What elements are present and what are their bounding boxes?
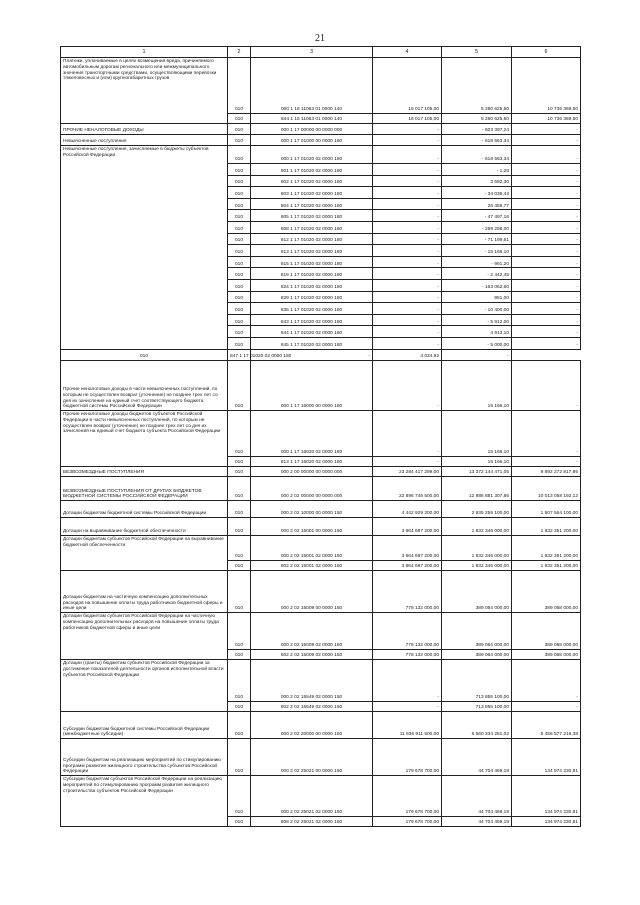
row-name: ПРОЧИЕ НЕНАЛОГОВЫЕ ДОХОДЫ [63,128,144,134]
table-row [61,124,581,135]
row-code: 010 [228,361,251,411]
row-name: Прочие неналоговые доходы в части невыясненных поступлений, по которым не осуществлен возврат (уточнение) не позднее трех лет со дня их зачисления на единый счет соответствующего бюджета бюджетной системы Российской Федерации [63,387,218,410]
row-name-cell [61,477,228,501]
row-code: 010 [228,739,251,776]
row-code: 010 [228,501,251,518]
previous-year-amount: 10 736 369,50 [512,114,581,124]
budget-classification-code: 000 2 02 15009 02 0000 150 [251,613,373,650]
budget-classification-code: 000 2 02 20000 00 0000 150 [251,712,373,739]
approved-amount: - [373,660,442,702]
previous-year-amount: - [512,291,581,303]
column-header: 1 [61,47,228,58]
table-row [61,501,581,518]
approved-amount: - [373,124,442,135]
executed-amount: - 299 298,00 [442,221,512,233]
approved-amount: 778 132 000,00 [373,650,442,660]
approved-amount: - [373,326,442,338]
executed-amount: - 5 000,00 [442,337,512,349]
approved-amount: 778 132 000,00 [373,571,442,613]
row-code: 010 [228,146,251,164]
approved-amount: - [373,268,442,280]
budget-classification-code: 000 1 17 16020 02 0000 180 [251,411,373,457]
previous-year-amount: - [512,337,581,349]
row-name: Прочие неналоговые доходы бюджетов субъектов Российской Федерации в части невыясненных поступлений, по которым не осуществлен возврат (уточнение) не позднее трех лет со дня их зачисления на единый счет бюджета субъекта Российской Федерации [63,412,221,435]
row-code: 010 [228,291,251,303]
executed-amount: 389 064 000,00 [442,571,512,613]
row-name: Невыясненные поступления [63,139,127,145]
previous-year-amount: - [512,175,581,187]
previous-year-amount: 10 013 058 192,12 [512,477,581,501]
approved-amount: 22 896 746 500,00 [373,477,442,501]
executed-amount: 15 166,10 [442,411,512,457]
budget-classification-code: 805 1 17 01020 02 0000 180 [251,210,373,222]
row-name-cell [61,739,228,776]
previous-year-amount: - [512,279,581,291]
approved-amount: 11 936 911 500,00 [373,712,442,739]
previous-year-amount: - [512,314,581,326]
column-header: 2 [228,47,251,58]
approved-amount: 16 017 105,00 [373,58,442,114]
approved-amount: 179 678 700,00 [373,739,442,776]
previous-year-amount: - [512,268,581,280]
row-name-cell [61,571,228,613]
row-code: 010 [228,124,251,135]
column-header: 4 [373,47,442,58]
budget-classification-code: 844 1 17 01020 02 0000 180 [251,326,373,338]
executed-amount: - 991,20 [442,256,512,268]
budget-classification-code: 804 1 17 01020 02 0000 180 [251,198,373,210]
row-code: 010 [228,314,251,326]
row-name-cell [61,536,228,571]
approved-amount: 23 284 417 299,00 [373,467,442,477]
row-code: 010 [228,702,251,712]
budget-classification-code: 000 2 02 15001 02 0000 150 [251,536,373,561]
executed-amount: 389 064 000,00 [442,613,512,650]
budget-classification-code: 000 1 17 00000 00 0000 000 [251,124,373,135]
approved-amount: - [373,146,442,164]
previous-year-amount: - [512,198,581,210]
executed-amount: 5 280 625,50 [442,114,512,124]
executed-amount: 6 560 334 281,02 [442,712,512,739]
executed-amount: 1 832 346 000,00 [442,518,512,536]
previous-year-amount: 389 068 000,00 [512,613,581,650]
previous-year-amount: - [512,660,581,702]
row-code: 010 [228,233,251,245]
previous-year-amount: - [512,245,581,257]
row-code: 010 [228,776,251,817]
previous-year-amount: - [442,349,512,361]
approved-amount: - [373,361,442,411]
table-row [61,613,581,650]
budget-classification-code: 819 1 17 01020 02 0000 180 [251,268,373,280]
row-code: 010 [228,613,251,650]
table-row [61,739,581,776]
column-header: 5 [442,47,512,58]
approved-amount: - [373,702,442,712]
previous-year-amount: - [512,303,581,315]
row-name-cell [61,712,228,739]
approved-amount: 778 132 000,00 [373,613,442,650]
table-row [61,712,581,739]
approved-amount: 179 678 700,00 [373,817,442,827]
row-code: 010 [228,571,251,613]
row-code: 010 [228,467,251,477]
previous-year-amount: 5 456 577 216,38 [512,712,581,739]
row-code: 010 [228,279,251,291]
row-code: 010 [228,210,251,222]
table-row [61,536,581,561]
approved-amount: - [373,210,442,222]
budget-classification-code: 808 2 02 25021 02 0000 150 [251,817,373,827]
row-name-cell [61,467,228,477]
previous-year-amount: 1 832 351 200,00 [512,536,581,561]
budget-classification-code: 802 2 02 15009 02 0000 150 [251,650,373,660]
budget-classification-code: 829 1 17 01020 02 0000 180 [251,291,373,303]
budget-classification-code: 000 1 16 11063 01 0000 140 [251,58,373,114]
previous-year-amount: 1 832 351 200,00 [512,518,581,536]
row-code: 010 [61,349,228,361]
table-row [61,135,581,146]
row-name-cell [61,361,228,411]
row-name-cell [61,613,228,660]
budget-classification-code: 000 2 00 00000 00 0000 000 [251,467,373,477]
approved-amount: - [373,457,442,467]
executed-amount: 13 372 144 471,05 [442,467,512,477]
budget-classification-code: 801 1 17 01020 02 0000 180 [251,164,373,176]
budget-classification-code: 835 1 17 01020 02 0000 180 [251,303,373,315]
budget-classification-code: 808 1 17 01020 02 0000 180 [251,221,373,233]
table-row [61,58,581,114]
previous-year-amount: - [512,221,581,233]
approved-amount: 3 664 697 200,00 [373,536,442,561]
approved-amount: 179 678 700,00 [373,776,442,817]
executed-amount: - 47 497,16 [442,210,512,222]
executed-amount: 4 034,92 [373,349,442,361]
budget-classification-code: 000 2 02 00000 00 0000 000 [251,477,373,501]
budget-classification-code: 000 2 02 15009 00 0000 150 [251,571,373,613]
executed-amount: - 163 062,60 [442,279,512,291]
executed-amount: - 15 166,10 [442,245,512,257]
approved-amount: - [373,337,442,349]
row-name: Дотации (гранты) бюджетам субъектов Российской Федерации за достижение показателей деятельности органов исполнительной власти субъектов Российской Федерации [63,661,224,678]
row-name: Дотации бюджетам субъектов Российской Федерации на выравнивание бюджетной обеспеченности [63,537,224,548]
row-name: Субсидии бюджетам бюджетной системы Российской Федерации (межбюджетные субсидии) [63,726,210,738]
approved-amount: - [251,349,373,361]
executed-amount: 44 704 469,19 [442,739,512,776]
previous-year-amount: 389 068 000,00 [512,571,581,613]
previous-year-amount: 10 736 369,50 [512,58,581,114]
executed-amount: 15 166,10 [442,361,512,411]
budget-classification-code: 845 1 17 01020 02 0000 180 [251,337,373,349]
row-name: Субсидии бюджетам на реализацию мероприятий по стимулированию программ развития жилищного строительства субъектов Российской Федерации [63,757,221,775]
row-name: Платежи, уплачиваемые в целях возмещения вреда, причиняемого автомобильным дорогам регионального или межмуниципального значения транспортными средствами, осуществляющими перевозки тяжеловесных и (или) крупногабаритных грузов [63,59,217,82]
executed-amount: - 1,28 [442,164,512,176]
approved-amount: - [373,245,442,257]
table-row [61,477,581,501]
executed-amount: 389 064 000,00 [442,650,512,660]
budget-classification-code: 802 2 02 15549 02 0000 150 [251,702,373,712]
executed-amount: 713 855 100,00 [442,660,512,702]
budget-classification-code: 812 1 17 01020 02 0000 180 [251,233,373,245]
row-code: 010 [228,477,251,501]
table-row [61,660,581,702]
row-name-cell [61,411,228,467]
previous-year-amount: - [512,326,581,338]
page-number: 21 [315,33,325,44]
executed-amount: 1 832 346 000,00 [442,561,512,571]
approved-amount: - [373,303,442,315]
row-code: 010 [228,268,251,280]
executed-amount: - 10 400,00 [442,303,512,315]
budget-classification-code: 000 1 17 01000 00 0000 180 [251,135,373,146]
executed-amount: 3 592,30 [442,175,512,187]
approved-amount: - [373,256,442,268]
row-name: Дотации бюджетам субъектов Российской Федерации на частичную компенсацию дополнительных расходов на повышение оплаты труда работников бюджетной сферы и иные цели [63,614,219,631]
column-header: 6 [512,47,581,58]
column-header: 3 [251,47,373,58]
budget-classification-code: 815 1 17 01020 02 0000 180 [251,256,373,268]
row-code: 010 [228,712,251,739]
previous-year-amount: 134 974 230,81 [512,817,581,827]
row-code: 010 [228,326,251,338]
previous-year-amount: - [512,457,581,467]
executed-amount: 26 458,77 [442,198,512,210]
previous-year-amount: 1 832 351 200,00 [512,561,581,571]
row-code: 010 [228,175,251,187]
executed-amount: - 71 199,61 [442,233,512,245]
row-name-cell [61,146,228,350]
executed-amount: 4 913,10 [442,326,512,338]
approved-amount: 16 017 105,00 [373,114,442,124]
row-code: 010 [228,817,251,827]
row-name: Субсидии бюджетам субъектов Российской Федерации на реализацию мероприятий по стимулированию программ развития жилищного строительства субъектов Российской Федерации [63,777,222,794]
row-name-cell [61,660,228,712]
previous-year-amount: - [512,702,581,712]
previous-year-amount: - [512,164,581,176]
row-code: 010 [228,660,251,702]
budget-classification-code: 000 2 02 25021 00 0000 150 [251,739,373,776]
approved-amount: 3 664 697 200,00 [373,561,442,571]
row-code: 010 [228,561,251,571]
executed-amount: 44 704 469,19 [442,776,512,817]
row-name-cell [61,501,228,518]
row-name-cell [61,124,228,135]
table-row [61,361,581,411]
previous-year-amount: - [512,135,581,146]
row-code: 010 [228,457,251,467]
previous-year-amount: 9 892 272 817,95 [512,467,581,477]
row-name: БЕЗВОЗМЕЗДНЫЕ ПОСТУПЛЕНИЯ ОТ ДРУГИХ БЮДЖЕТОВ БЮДЖЕТНОЙ СИСТЕМЫ РОССИЙСКОЙ ФЕДЕРАЦИИ [63,488,202,500]
table-row [61,467,581,477]
budget-classification-code: 813 1 17 16020 02 0000 180 [251,457,373,467]
budget-classification-code: 847 1 17 01020 02 0000 180 [228,349,251,361]
approved-amount: 3 664 697 200,00 [373,518,442,536]
table-row [61,518,581,536]
executed-amount: - 618 563,34 [442,135,512,146]
executed-amount: 951,00 [442,291,512,303]
table-row [61,349,581,361]
previous-year-amount: - [512,124,581,135]
row-code: 010 [228,187,251,199]
executed-amount: - 34 035,43 [442,187,512,199]
budget-classification-code: 000 2 02 25021 02 0000 150 [251,776,373,817]
approved-amount: - [373,411,442,457]
executed-amount: 713 855 100,00 [442,702,512,712]
row-name: Дотации бюджетам бюджетной системы Российской Федерации [63,511,207,517]
approved-amount: 4 442 929 200,00 [373,501,442,518]
row-code: 010 [228,303,251,315]
row-code: 010 [228,411,251,457]
previous-year-amount: - [512,210,581,222]
row-code: 010 [228,518,251,536]
executed-amount: 5 280 625,50 [442,58,512,114]
budget-classification-code: 803 1 17 01020 02 0000 180 [251,187,373,199]
table-row [61,571,581,613]
executed-amount: 44 704 469,19 [442,817,512,827]
row-name-cell [61,518,228,536]
budget-classification-code: 844 1 16 11063 01 0000 140 [251,114,373,124]
previous-year-amount: 134 974 230,81 [512,739,581,776]
approved-amount: - [373,279,442,291]
budget-classification-code: 843 1 17 01020 02 0000 180 [251,314,373,326]
budget-classification-code: 000 2 02 15001 00 0000 150 [251,518,373,536]
executed-amount: 1 832 346 000,00 [442,536,512,561]
row-code: 010 [228,650,251,660]
row-name-cell [61,135,228,146]
previous-year-amount: - [512,233,581,245]
approved-amount: - [373,291,442,303]
row-name: Дотации на выравнивание бюджетной обеспеченности [63,529,186,535]
row-code: 010 [228,245,251,257]
table-row [61,411,581,457]
approved-amount: - [373,314,442,326]
table-row [61,146,581,164]
approved-amount: - [373,198,442,210]
executed-amount: 2 935 255 100,00 [442,501,512,518]
budget-classification-code: 824 1 17 01020 02 0000 180 [251,279,373,291]
row-code: 010 [228,536,251,561]
executed-amount: - 618 563,34 [442,146,512,164]
budget-classification-code: 802 2 02 15001 02 0000 150 [251,561,373,571]
column-number-row [61,47,581,58]
budget-classification-code: 000 1 17 01020 02 0000 180 [251,146,373,164]
previous-year-amount: - [512,146,581,164]
row-name-cell [61,776,228,827]
row-code: 010 [228,114,251,124]
previous-year-amount: - [512,256,581,268]
previous-year-amount: - [512,411,581,457]
budget-classification-code: 000 2 02 15549 02 0000 150 [251,660,373,702]
row-code: 010 [228,256,251,268]
budget-classification-code: 000 1 17 16000 00 0000 180 [251,361,373,411]
row-code: 010 [228,198,251,210]
approved-amount: - [373,221,442,233]
approved-amount: - [373,135,442,146]
executed-amount: 15 166,10 [442,457,512,467]
row-code: 010 [228,164,251,176]
row-code: 010 [228,337,251,349]
row-code: 010 [228,135,251,146]
revenue-table [60,46,581,827]
budget-classification-code: 000 2 02 10000 00 0000 150 [251,501,373,518]
row-code: 010 [228,58,251,114]
previous-year-amount: 1 507 564 100,00 [512,501,581,518]
executed-amount: 12 886 881 307,86 [442,477,512,501]
approved-amount: - [373,175,442,187]
row-name: Невыясненные поступления, зачисляемые в бюджеты субъектов Российской Федерации [63,147,209,158]
previous-year-amount: 389 068 000,00 [512,650,581,660]
budget-classification-code: 813 1 17 01020 02 0000 180 [251,245,373,257]
previous-year-amount: - [512,361,581,411]
executed-amount: - 5 912,00 [442,314,512,326]
previous-year-amount: 134 974 230,81 [512,776,581,817]
approved-amount: - [373,187,442,199]
executed-amount: - 603 397,24 [442,124,512,135]
row-name-cell [61,58,228,124]
row-name: БЕЗВОЗМЕЗДНЫЕ ПОСТУПЛЕНИЯ [63,470,144,476]
executed-amount: - 2 442,45 [442,268,512,280]
row-code: 010 [228,221,251,233]
budget-classification-code: 802 1 17 01020 02 0000 180 [251,175,373,187]
approved-amount: - [373,233,442,245]
previous-year-amount: - [512,187,581,199]
approved-amount: - [373,164,442,176]
table-row [61,776,581,817]
row-name: Дотации бюджетам на частичную компенсацию дополнительных расходов на повышение оплаты труда работников бюджетной сферы и иные цели [63,594,223,612]
